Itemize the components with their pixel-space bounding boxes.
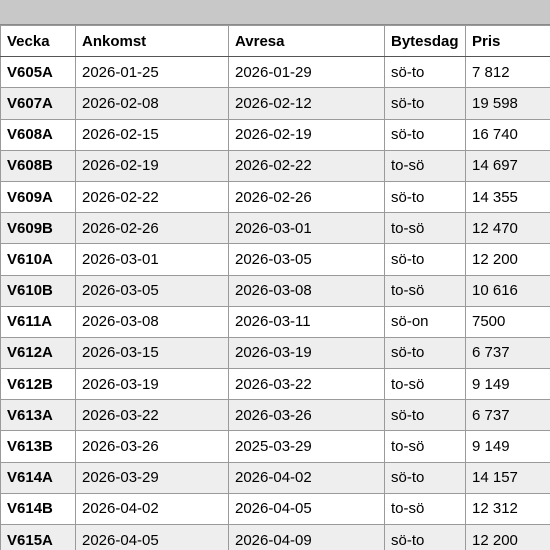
table-row — [1, 369, 550, 400]
arrival-cell: 2026-03-19 — [76, 369, 229, 400]
changeover-cell: sö-to — [385, 462, 466, 493]
departure-cell: 2026-03-19 — [229, 337, 385, 368]
week-cell: V612B — [1, 369, 76, 400]
price-cell: 12 470 — [466, 213, 550, 244]
header-bar — [0, 0, 550, 25]
arrival-cell: 2026-04-02 — [76, 493, 229, 524]
price-cell: 14 157 — [466, 462, 550, 493]
table-row — [1, 119, 550, 150]
departure-cell: 2026-02-19 — [229, 119, 385, 150]
departure-cell: 2026-02-22 — [229, 150, 385, 181]
week-cell: V608A — [1, 119, 76, 150]
week-cell: V608B — [1, 150, 76, 181]
header-changeover: Bytesdag — [385, 26, 466, 57]
week-cell: V611A — [1, 306, 76, 337]
departure-cell: 2026-03-01 — [229, 213, 385, 244]
departure-cell: 2026-03-26 — [229, 400, 385, 431]
week-cell: V612A — [1, 337, 76, 368]
changeover-cell: to-sö — [385, 213, 466, 244]
header-arrival: Ankomst — [76, 26, 229, 57]
table-row — [1, 57, 550, 88]
departure-cell: 2026-04-05 — [229, 493, 385, 524]
price-cell: 12 312 — [466, 493, 550, 524]
departure-cell: 2026-04-09 — [229, 525, 385, 550]
week-cell: V610A — [1, 244, 76, 275]
price-cell: 7500 — [466, 306, 550, 337]
changeover-cell: sö-to — [385, 525, 466, 550]
changeover-cell: to-sö — [385, 150, 466, 181]
arrival-cell: 2026-04-05 — [76, 525, 229, 550]
arrival-cell: 2026-02-15 — [76, 119, 229, 150]
price-cell: 16 740 — [466, 119, 550, 150]
week-cell: V614A — [1, 462, 76, 493]
price-cell: 12 200 — [466, 244, 550, 275]
departure-cell: 2026-03-22 — [229, 369, 385, 400]
changeover-cell: to-sö — [385, 369, 466, 400]
arrival-cell: 2026-03-29 — [76, 462, 229, 493]
changeover-cell: sö-to — [385, 244, 466, 275]
week-cell: V615A — [1, 525, 76, 550]
changeover-cell: to-sö — [385, 493, 466, 524]
changeover-cell: to-sö — [385, 275, 466, 306]
arrival-cell: 2026-03-26 — [76, 431, 229, 462]
arrival-cell: 2026-02-26 — [76, 213, 229, 244]
departure-cell: 2026-01-29 — [229, 57, 385, 88]
price-cell: 19 598 — [466, 88, 550, 119]
table-row — [1, 275, 550, 306]
table-row — [1, 400, 550, 431]
week-cell: V614B — [1, 493, 76, 524]
table-row — [1, 306, 550, 337]
changeover-cell: sö-to — [385, 57, 466, 88]
table-header-row — [1, 26, 550, 57]
arrival-cell: 2026-02-19 — [76, 150, 229, 181]
week-cell: V613B — [1, 431, 76, 462]
week-cell: V607A — [1, 88, 76, 119]
arrival-cell: 2026-03-22 — [76, 400, 229, 431]
changeover-cell: sö-on — [385, 306, 466, 337]
table-row — [1, 493, 550, 524]
price-cell: 10 616 — [466, 275, 550, 306]
arrival-cell: 2026-02-22 — [76, 181, 229, 212]
price-cell: 9 149 — [466, 431, 550, 462]
price-cell: 9 149 — [466, 369, 550, 400]
table-row — [1, 213, 550, 244]
changeover-cell: sö-to — [385, 88, 466, 119]
departure-cell: 2026-03-08 — [229, 275, 385, 306]
arrival-cell: 2026-03-05 — [76, 275, 229, 306]
arrival-cell: 2026-03-15 — [76, 337, 229, 368]
table-row — [1, 431, 550, 462]
price-cell: 12 200 — [466, 525, 550, 550]
departure-cell: 2026-02-26 — [229, 181, 385, 212]
week-cell: V610B — [1, 275, 76, 306]
week-cell: V605A — [1, 57, 76, 88]
table-row — [1, 150, 550, 181]
price-cell: 6 737 — [466, 337, 550, 368]
changeover-cell: sö-to — [385, 119, 466, 150]
changeover-cell: sö-to — [385, 181, 466, 212]
changeover-cell: to-sö — [385, 431, 466, 462]
price-cell: 6 737 — [466, 400, 550, 431]
departure-cell: 2026-03-05 — [229, 244, 385, 275]
table-row — [1, 244, 550, 275]
week-cell: V609A — [1, 181, 76, 212]
week-cell: V613A — [1, 400, 76, 431]
arrival-cell: 2026-03-08 — [76, 306, 229, 337]
departure-cell: 2026-02-12 — [229, 88, 385, 119]
price-cell: 7 812 — [466, 57, 550, 88]
changeover-cell: sö-to — [385, 400, 466, 431]
table-row — [1, 525, 550, 550]
departure-cell: 2026-03-11 — [229, 306, 385, 337]
departure-cell: 2025-03-29 — [229, 431, 385, 462]
header-price: Pris — [466, 26, 550, 57]
table-row — [1, 181, 550, 212]
table-row — [1, 88, 550, 119]
table-row — [1, 462, 550, 493]
header-week: Vecka — [1, 26, 76, 57]
arrival-cell: 2026-02-08 — [76, 88, 229, 119]
arrival-cell: 2026-03-01 — [76, 244, 229, 275]
price-table — [0, 25, 550, 550]
header-departure: Avresa — [229, 26, 385, 57]
changeover-cell: sö-to — [385, 337, 466, 368]
arrival-cell: 2026-01-25 — [76, 57, 229, 88]
table-body — [1, 57, 550, 550]
price-cell: 14 697 — [466, 150, 550, 181]
week-cell: V609B — [1, 213, 76, 244]
table-row — [1, 337, 550, 368]
price-cell: 14 355 — [466, 181, 550, 212]
departure-cell: 2026-04-02 — [229, 462, 385, 493]
